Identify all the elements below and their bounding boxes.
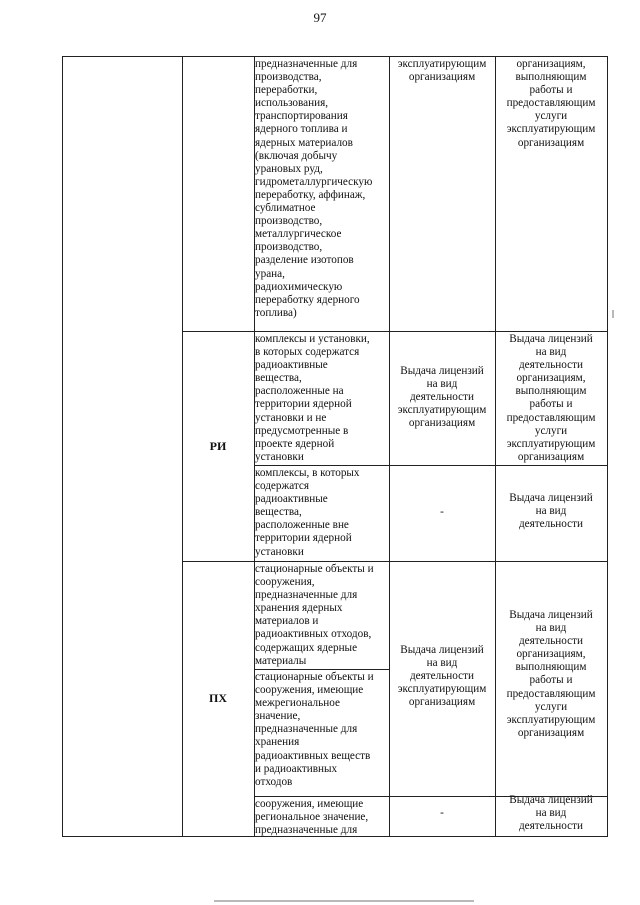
cell-contractor-licensing-px: Выдача лицензий на вид деятельности организациям, выполняющим работы и предоставляющим услуги эксплуатирующим организациям xyxy=(506,609,596,739)
cell-contractor-licensing-px-3: Выдача лицензий на вид деятельности xyxy=(509,794,593,833)
row-divider-px-middle xyxy=(254,669,390,670)
cell-contractor-licensing-ri-2: Выдача лицензий на вид деятельности xyxy=(509,492,593,531)
scan-edge-artifact xyxy=(214,900,474,902)
column-divider-3 xyxy=(389,56,390,837)
cell-description-px-3: сооружения, имеющие региональное значение, предназначенные для xyxy=(255,798,369,837)
table-border-top xyxy=(62,56,608,57)
cell-operator-licensing-ri: Выдача лицензий на вид деятельности эксплуатирующим организациям xyxy=(397,365,487,430)
cell-contractor-licensing-continuation: организациям, выполняющим работы и предоставляющим услуги эксплуатирующим организациям xyxy=(506,58,596,149)
cell-operator-licensing-px-3: - xyxy=(440,807,444,819)
table-border-left xyxy=(62,56,63,837)
scan-speck xyxy=(612,310,614,318)
group-code-px: ПХ xyxy=(209,691,227,705)
cell-description-px-2: стационарные объекты и сооружения, имеющие межрегиональное значение, предназначенные для хранения радиоактивных веществ и радиоактивных отходов xyxy=(255,671,374,788)
cell-description-px-1: стационарные объекты и сооружения, предназначенные для хранения ядерных материалов и радиоактивных отходов, содержащих ядерные материалы xyxy=(255,563,374,667)
cell-description-ri-2: комплексы, в которых содержатся радиоактивные вещества, расположенные вне территории ядерной установки xyxy=(255,467,360,558)
cell-operator-licensing-continuation: эксплуатирующим организациям xyxy=(397,58,487,84)
table-border-right xyxy=(607,56,608,837)
cell-operator-licensing-px: Выдача лицензий на вид деятельности эксплуатирующим организациям xyxy=(397,644,487,709)
row-divider-ri-middle xyxy=(254,465,608,466)
cell-contractor-licensing-ri-1: Выдача лицензий на вид деятельности организациям, выполняющим работы и предоставляющим услуги эксплуатирующим организациям xyxy=(506,333,596,463)
row-divider-px-top xyxy=(182,561,608,562)
cell-operator-licensing-ri-2: - xyxy=(440,506,444,518)
cell-description-continuation: предназначенные для производства, переработки, использования, транспортирования ядерного топлива и ядерных материалов (включая добычу урановых руд, гидрометаллургическую переработку, аффинаж, сублиматное производство, металлургическое производство, разделение изотопов урана, радиохимическую переработку ядерного топлива) xyxy=(255,58,373,319)
group-code-ri: РИ xyxy=(209,439,227,453)
row-divider-ri-top xyxy=(182,331,608,332)
page-number: 97 xyxy=(313,10,327,25)
cell-description-ri-1: комплексы и установки, в которых содержатся радиоактивные вещества, расположенные на территории ядерной установки и не предусмотренные в проекте ядерной установки xyxy=(255,333,370,463)
